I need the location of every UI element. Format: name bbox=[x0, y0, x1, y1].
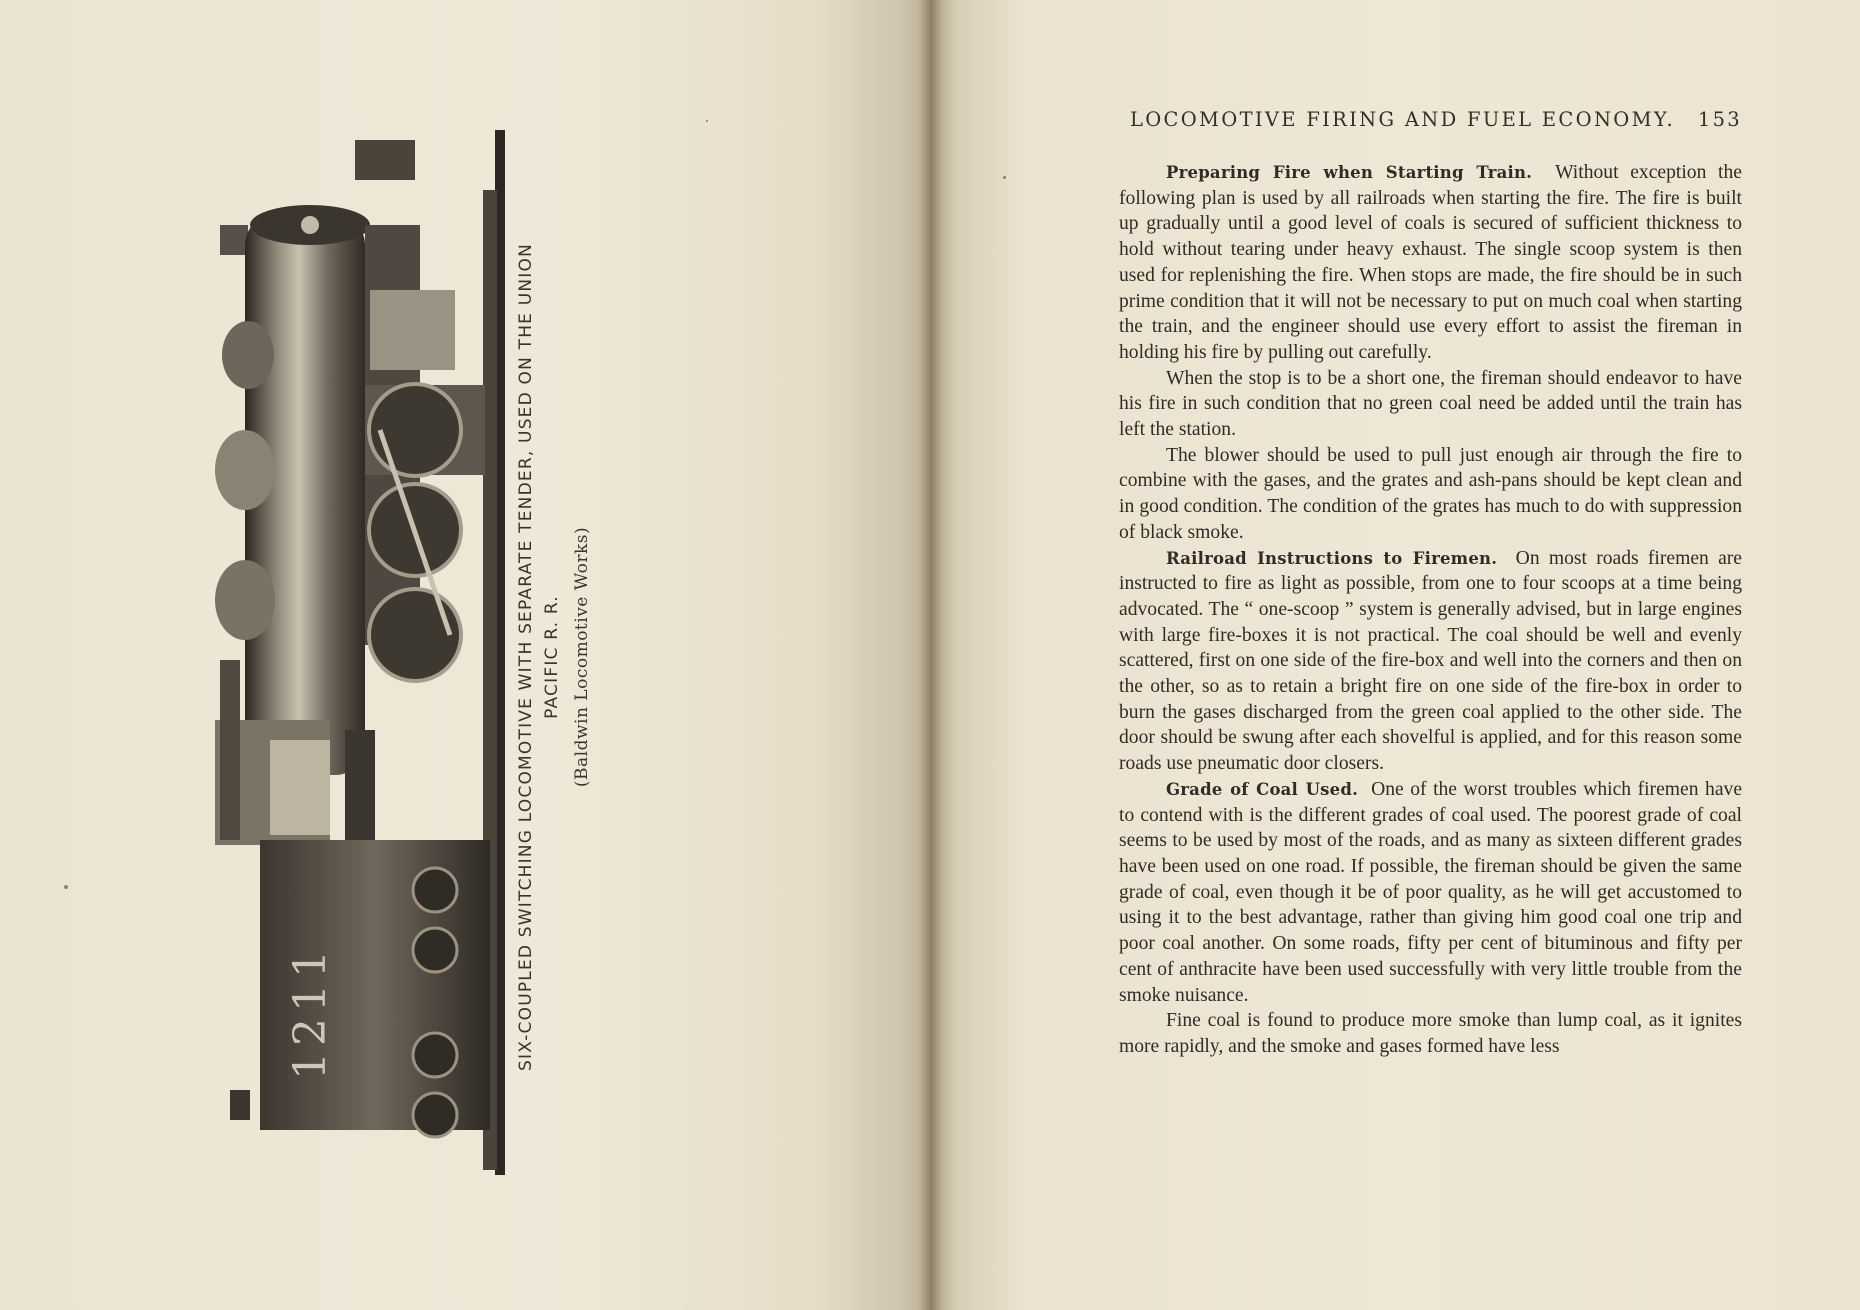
body-text bbox=[1119, 160, 1742, 1060]
paragraph-heading: Railroad Instructions to Firemen. bbox=[1166, 548, 1498, 568]
paragraph-text: Fine coal is found to produce more smoke than lump coal, as it ignites more rapidly, and the smoke and gases formed have less bbox=[1119, 1010, 1742, 1057]
paragraph bbox=[1119, 160, 1742, 366]
running-head-title: LOCOMOTIVE FIRING AND FUEL ECONOMY. bbox=[1130, 108, 1676, 131]
paragraph-text: On most roads firemen are instructed to fire as light as possible, from one to four scoops at a time being advocated. The “ one-scoop ” system is generally advised, but in large engines with large fire-boxes it is not practical. The coal should be well and evenly scattered, first on one side of the fire-box and well into the corners and then on the other, so as to retain a bright fire on one side of the fire-box in order to burn the gases discharged from the green coal applied to the other side. The door should be swung after each shovelful is applied, and for this reason some roads use pneumatic door closers. bbox=[1119, 547, 1742, 775]
paragraph bbox=[1119, 1008, 1742, 1059]
plate-caption bbox=[513, 157, 643, 1157]
running-head bbox=[1130, 108, 1742, 131]
book-gutter bbox=[918, 0, 942, 1310]
paragraph-text: Without exception the following plan is used by all railroads when starting the fire. The fire is built up gradually until a good level of coals is secured of sufficient thickness to hold without tearing under heavy exhaust. The single scoop system is then used for replenishing the fire. When stops are made, the fire should be in such prime condition that it will not be necessary to put on much coal when starting the train, and the engineer should use every effort to assist the fireman in holding his fire by pulling out carefully. bbox=[1119, 162, 1742, 363]
locomotive-photograph bbox=[215, 130, 510, 1180]
page-number: 153 bbox=[1697, 108, 1742, 131]
paper-speck bbox=[64, 885, 68, 889]
paper-speck bbox=[1003, 176, 1006, 179]
paragraph-heading: Grade of Coal Used. bbox=[1166, 779, 1359, 799]
caption-title: SIX-COUPLED SWITCHING LOCOMOTIVE WITH SEPARATE TENDER, USED ON THE UNION bbox=[516, 243, 536, 1071]
paragraph-text: One of the worst troubles which firemen have to contend with is the different grades of coal used. The poorest grade of coal seems to be used by most of the roads, and as many as sixteen different grades have been used on one road. If possible, the fireman should be given the same grade of coal, even though it be of poor quality, as he will get accustomed to using it to the best advantage, rather than giving him good coal one trip and poor coal another. On some roads, fifty per cent of bituminous and fifty per cent of anthracite have been used successfully with very little trouble from the smoke nuisance. bbox=[1119, 778, 1743, 1006]
paragraph-text: When the stop is to be a short one, the fireman should endeavor to have his fire in such condition that no green coal need be added until the train has left the station. bbox=[1119, 367, 1742, 441]
paper-speck bbox=[706, 120, 708, 122]
paragraph-heading: Preparing Fire when Starting Train. bbox=[1166, 163, 1533, 182]
caption-credit: (Baldwin Locomotive Works) bbox=[572, 526, 592, 788]
paragraph bbox=[1119, 546, 1742, 777]
caption-title-continued: PACIFIC R. R. bbox=[542, 595, 562, 719]
paragraph-text: The blower should be used to pull just enough air through the fire to combine with the gases, and the grates and ash-pans should be kept clean and in good condition. The condition of the grates has much to do with suppression of black smoke. bbox=[1119, 444, 1742, 543]
paragraph bbox=[1119, 443, 1742, 546]
paragraph bbox=[1119, 366, 1742, 443]
paragraph bbox=[1119, 777, 1742, 1008]
tender-number: 1211 bbox=[285, 944, 336, 1080]
